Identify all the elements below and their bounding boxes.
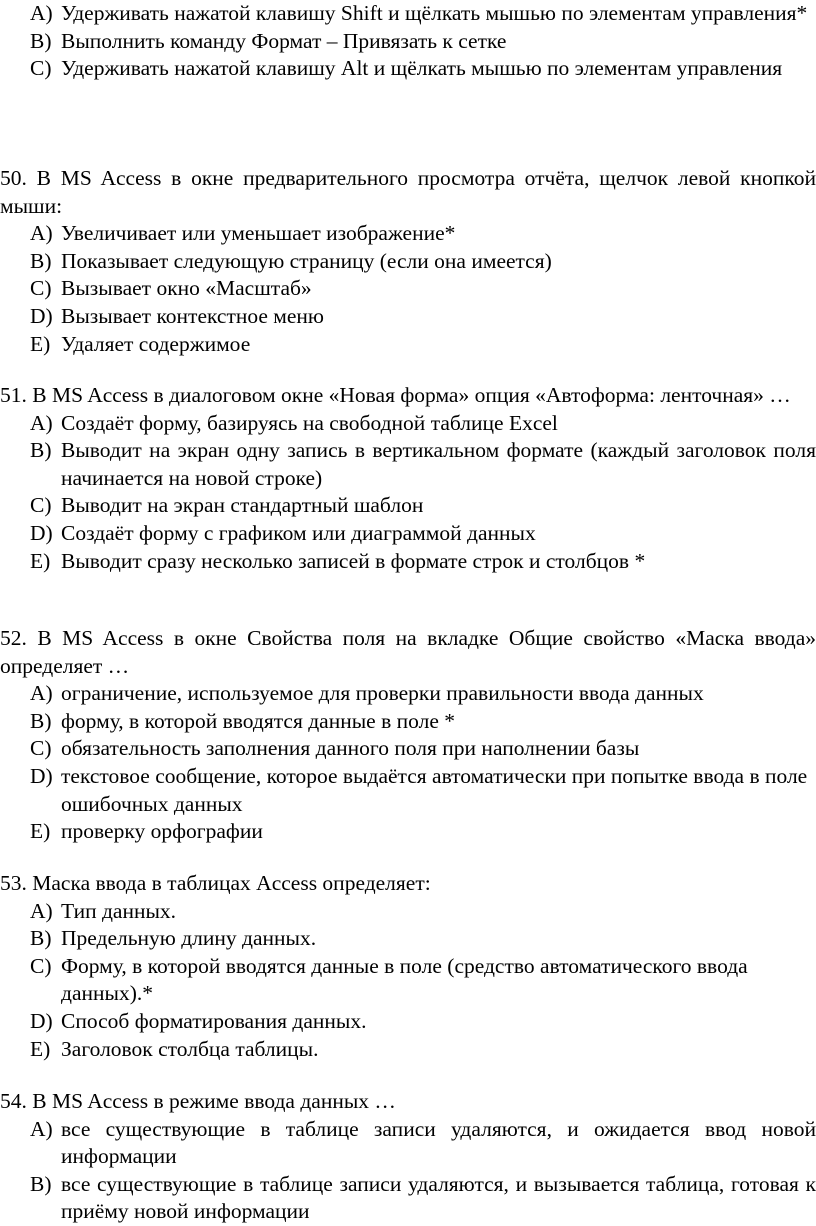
option-text: Создаёт форму с графиком или диаграммой данных	[61, 520, 536, 545]
option-text: форму, в которой вводятся данные в поле *	[61, 708, 455, 733]
question-50	[0, 165, 816, 358]
option-label: B)	[30, 28, 52, 53]
option-label: A)	[30, 221, 53, 246]
option-label: A)	[30, 898, 53, 923]
option-label: C)	[30, 56, 52, 81]
option-d	[0, 520, 816, 548]
option-text: ограничение, используемое для проверки правильности ввода данных	[61, 681, 704, 706]
option-text: Удерживать нажатой клавишу Shift и щёлкать мышью по элементам управления*	[61, 1, 808, 25]
option-a	[0, 410, 816, 438]
option-label: A)	[30, 410, 53, 435]
option-a	[0, 680, 816, 708]
option-text: Выводит на экран стандартный шаблон	[61, 493, 424, 518]
option-label: A)	[30, 681, 53, 706]
option-a	[0, 0, 816, 28]
option-d	[0, 1008, 816, 1036]
option-text: Создаёт форму, базируясь на свободной таблице Excel	[61, 410, 558, 435]
option-b	[0, 1171, 816, 1226]
option-d	[0, 763, 816, 818]
option-text: Выполнить команду Формат – Привязать к сетке	[61, 28, 507, 53]
question-54	[0, 1088, 816, 1226]
question-text: 51. В MS Access в диалоговом окне «Новая форма» опция «Автоформа: ленточная» …	[0, 383, 791, 407]
option-e	[0, 548, 816, 576]
option-label: B)	[30, 926, 52, 951]
option-text: Выводит сразу несколько записей в формате строк и столбцов *	[61, 548, 646, 573]
option-text: проверку орфографии	[61, 819, 263, 844]
option-text: все существующие в таблице записи удаляются, и ожидается ввод новой информации	[61, 1116, 816, 1169]
option-label: B)	[30, 1171, 52, 1196]
option-text: Форму, в которой вводятся данные в поле (средство автоматического ввода данных).*	[61, 953, 748, 1006]
option-text: все существующие в таблице записи удаляются, и вызывается таблица, готовая к приёму новой информации	[61, 1171, 816, 1224]
option-a	[0, 220, 816, 248]
option-text: Показывает следующую страницу (если она имеется)	[61, 248, 552, 273]
option-d	[0, 303, 816, 331]
option-text: Тип данных.	[61, 898, 177, 923]
option-text: Вызывает окно «Масштаб»	[61, 276, 312, 301]
option-b	[0, 28, 816, 56]
option-b	[0, 437, 816, 492]
question-text: 52. В MS Access в окне Свойства поля на вкладке Общие свойство «Маска ввода» определяет …	[0, 626, 816, 678]
option-label: D)	[30, 303, 53, 328]
option-label: B)	[30, 248, 52, 273]
option-text: Удаляет содержимое	[61, 331, 251, 356]
option-label: E)	[30, 331, 51, 356]
option-text: Способ форматирования данных.	[61, 1008, 367, 1033]
question-51	[0, 382, 816, 575]
option-c	[0, 492, 816, 520]
option-b	[0, 925, 816, 953]
option-text: Удерживать нажатой клавишу Alt и щёлкать мышью по элементам управления	[61, 56, 783, 81]
option-c	[0, 55, 816, 83]
question-text: 50. В MS Access в окне предварительного просмотра отчёта, щелчок левой кнопкой мыши:	[0, 166, 816, 218]
option-b	[0, 248, 816, 276]
option-c	[0, 735, 816, 763]
option-c	[0, 275, 816, 303]
question-52	[0, 625, 816, 846]
option-text: Заголовок столбца таблицы.	[61, 1036, 319, 1061]
option-text: Предельную длину данных.	[61, 926, 317, 951]
option-label: E)	[30, 548, 51, 573]
option-label: E)	[30, 819, 51, 844]
option-b	[0, 708, 816, 736]
question-53	[0, 870, 816, 1063]
option-label: B)	[30, 438, 52, 463]
option-a	[0, 1116, 816, 1171]
option-c	[0, 953, 816, 1008]
option-label: C)	[30, 276, 52, 301]
option-text: обязательность заполнения данного поля при наполнении базы	[61, 736, 640, 761]
option-a	[0, 898, 816, 926]
question-text: 53. Маска ввода в таблицах Access определяет:	[0, 871, 431, 895]
question-49-tail	[0, 0, 816, 83]
option-label: A)	[30, 1, 53, 25]
option-label: D)	[30, 763, 53, 788]
option-e	[0, 331, 816, 359]
option-label: A)	[30, 1116, 53, 1141]
question-text: 54. В MS Access в режиме ввода данных …	[0, 1089, 396, 1113]
option-label: B)	[30, 708, 52, 733]
option-e	[0, 818, 816, 846]
option-label: E)	[30, 1036, 51, 1061]
option-text: текстовое сообщение, которое выдаётся автоматически при попытке ввода в поле ошибочных данных	[61, 763, 808, 816]
option-label: C)	[30, 736, 52, 761]
option-e	[0, 1036, 816, 1064]
option-text: Выводит на экран одну запись в вертикальном формате (каждый заголовок поля начинается на новой строке)	[61, 438, 816, 490]
option-label: C)	[30, 953, 52, 978]
option-label: D)	[30, 1008, 53, 1033]
option-text: Вызывает контекстное меню	[61, 303, 324, 328]
option-text: Увеличивает или уменьшает изображение*	[61, 221, 456, 246]
option-label: D)	[30, 520, 53, 545]
option-label: C)	[30, 493, 52, 518]
